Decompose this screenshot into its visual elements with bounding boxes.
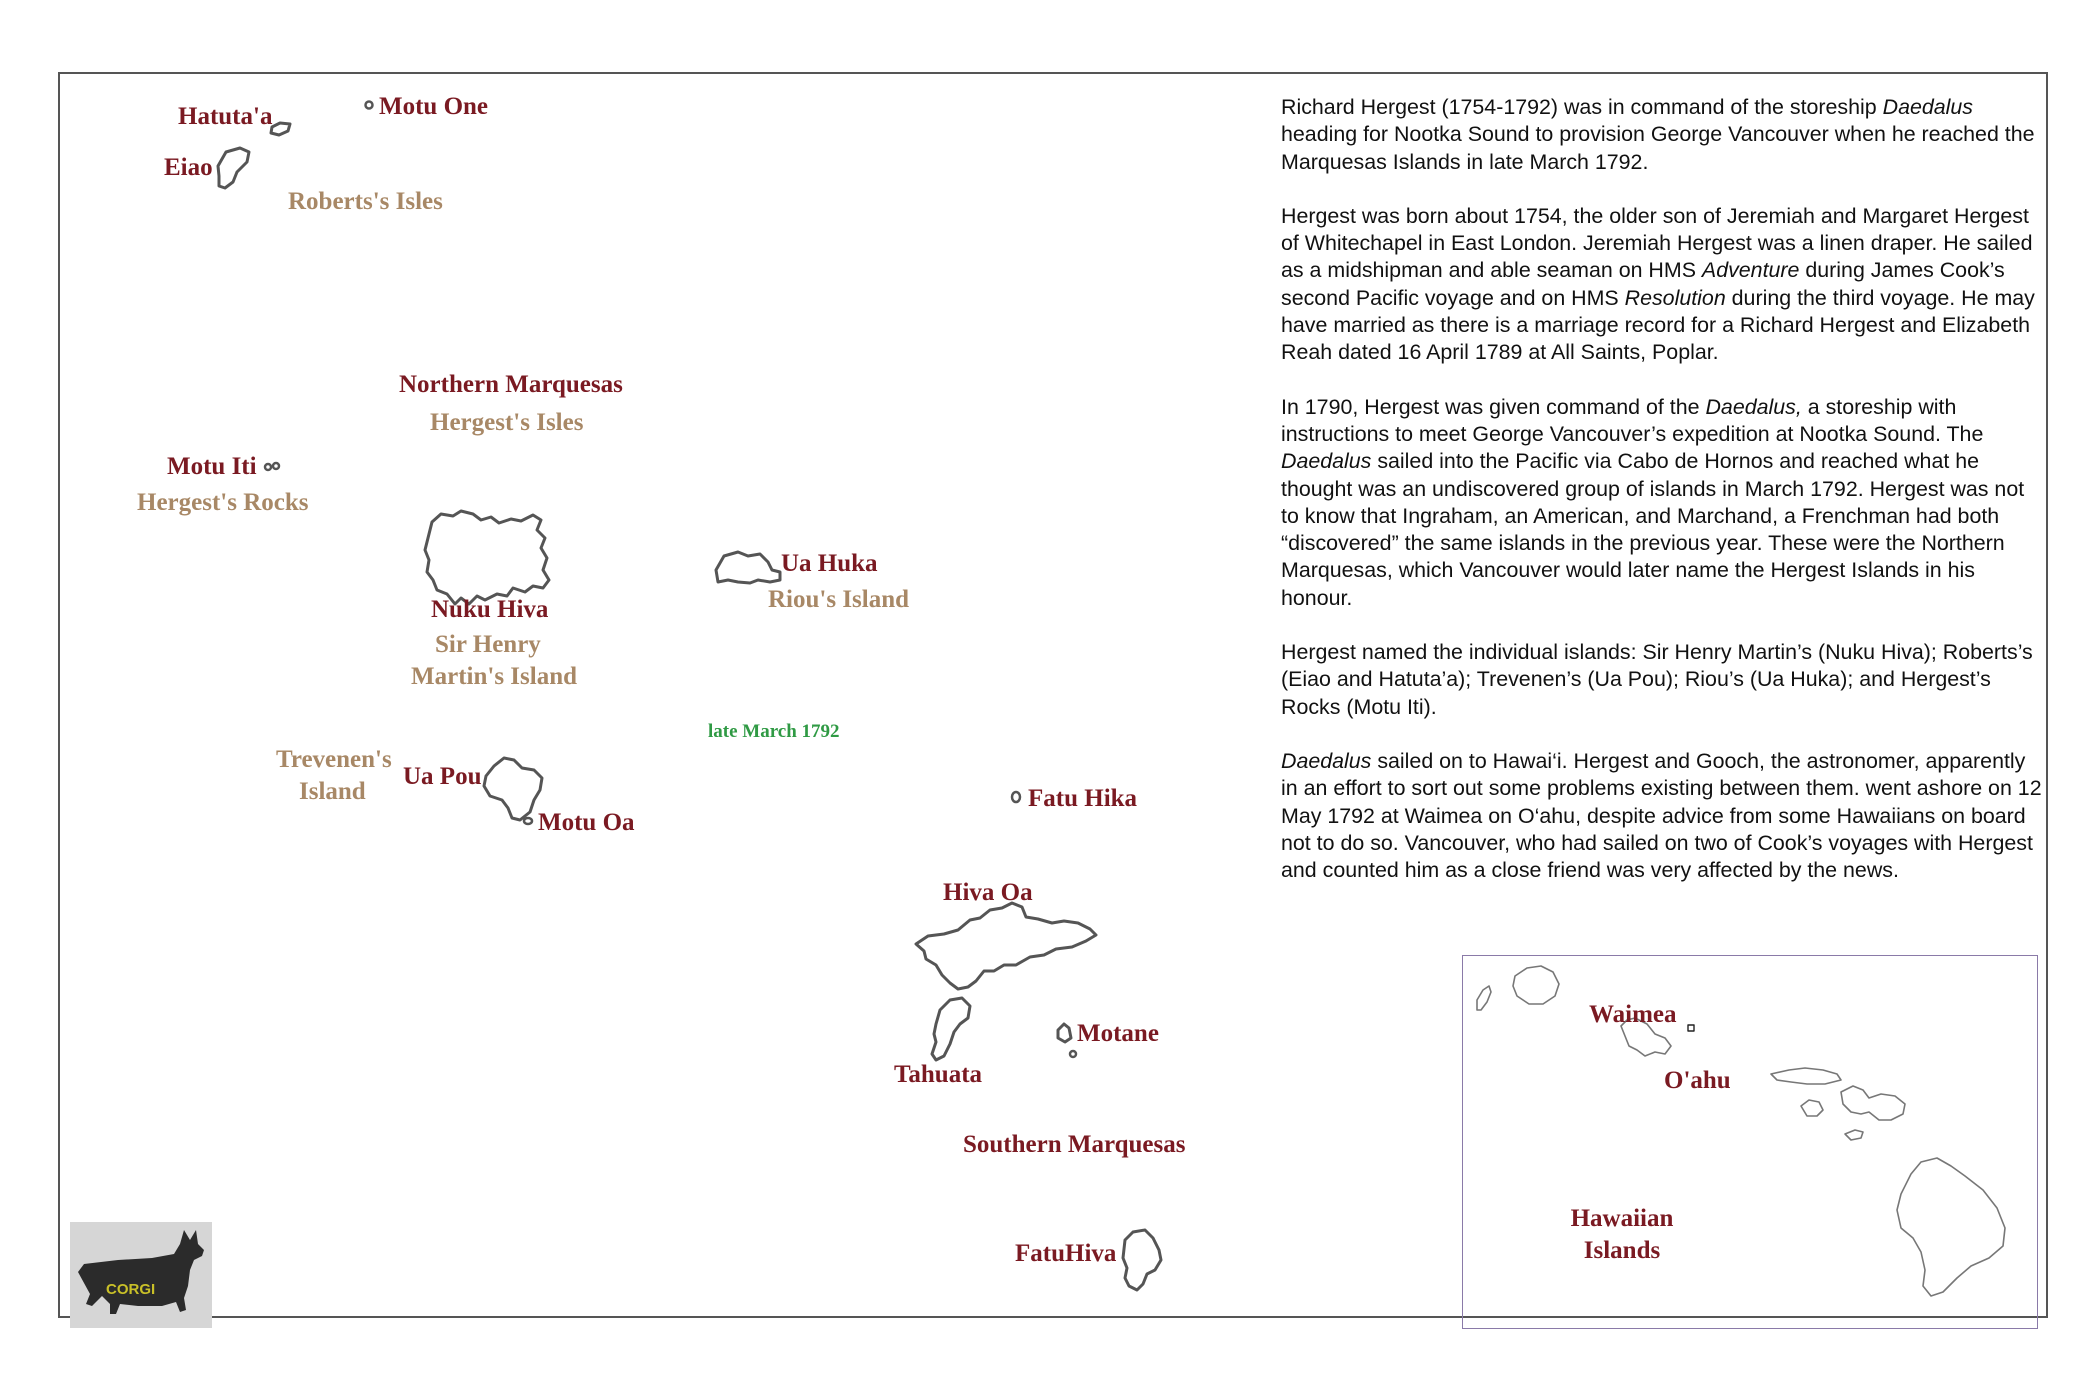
corgi-dog-icon (70, 1222, 212, 1328)
label-northern-marquesas: Northern Marquesas (399, 371, 623, 398)
island-kahoolawe (1845, 1130, 1863, 1140)
label-motu-oa: Motu Oa (538, 809, 635, 836)
label-hatutaa: Hatuta'a (178, 103, 273, 130)
label-late-march-1792: late March 1792 (708, 721, 840, 742)
island-hiva-oa (916, 903, 1096, 989)
label-southern-marquesas: Southern Marquesas (963, 1131, 1186, 1158)
label-hergests-isles: Hergest's Isles (430, 409, 584, 436)
label-motu-iti: Motu Iti (167, 453, 257, 480)
island-hatutaa (271, 123, 290, 135)
island-motu-one (366, 102, 373, 109)
waimea-marker (1688, 1025, 1694, 1031)
island-fatu-hika (1012, 792, 1020, 802)
label-trevenens-2: Island (299, 778, 366, 805)
label-motu-one: Motu One (379, 93, 489, 120)
island-motane-islet (1070, 1051, 1076, 1057)
label-oahu: O'ahu (1664, 1067, 1731, 1094)
island-fatuhiva (1123, 1230, 1161, 1290)
label-ua-pou: Ua Pou (403, 763, 482, 790)
paragraph-2: Hergest was born about 1754, the older son of Jeremiah and Margaret Hergest of Whitechapel in East London. Jeremiah Hergest was a linen draper. He sailed as a midshipman and able seaman on HMS Adventure during James Cook’s second Pacific voyage and on HMS Resolution during the third voyage. He may have married as there is a marriage record for a Richard Hergest and Elizabeth Reah dated 16 April 1789 at All Saints, Poplar. (1281, 203, 2035, 365)
island-maui (1841, 1086, 1905, 1120)
corgi-logo (70, 1222, 212, 1328)
label-fatuhiva: FatuHiva (1015, 1240, 1117, 1267)
label-hiva-oa: Hiva Oa (943, 879, 1033, 906)
text-panel (1281, 94, 2047, 911)
island-motu-oa (524, 818, 532, 824)
label-trevenens-1: Trevenen's (276, 746, 392, 773)
label-sir-henry-1: Sir Henry (435, 631, 541, 658)
paragraph-1: Richard Hergest (1754-1792) was in command of the storeship Daedalus heading for Nootka Sound to provision George Vancouver when he reached the Marquesas Islands in late March 1792. (1281, 95, 2035, 174)
island-motane (1058, 1024, 1071, 1042)
paragraph-4: Hergest named the individual islands: Sir Henry Martin’s (Nuku Hiva); Roberts’s (Eiao and Hatuta’a); Trevenen’s (Ua Pou); Riou’s (Ua Huka); and Hergest’s Rocks (Motu Iti). (1281, 640, 2033, 719)
corgi-logo-text: CORGI (106, 1281, 156, 1298)
label-hawaiian: Hawaiian (1570, 1205, 1674, 1232)
island-motu-iti-b (273, 463, 279, 469)
island-ua-pou (484, 758, 542, 820)
island-ua-huka (716, 552, 780, 583)
label-nuku-hiva: Nuku Hiva (431, 596, 549, 623)
island-niihau (1477, 986, 1491, 1010)
island-nuku-hiva (425, 511, 549, 604)
island-eiao (218, 148, 249, 188)
island-kauai (1513, 966, 1559, 1004)
paragraph-3: In 1790, Hergest was given command of the Daedalus, a storeship with instructions to meet George Vancouver’s expedition at Nootka Sound. The Daedalus sailed into the Pacific via Cabo de Hornos and reached what he thought was an undiscovered group of islands in March 1792. Hergest was not to know that Ingraham, an American, and Marchand, a Frenchman had both “discovered” the same islands in the previous year. These were the Northern Marquesas, which Vancouver would later name the Hergest Islands in his honour. (1281, 394, 2025, 610)
label-hergests-rocks: Hergest's Rocks (137, 489, 309, 516)
label-motane: Motane (1077, 1020, 1159, 1047)
island-hawaii (1897, 1158, 2005, 1296)
label-sir-henry-2: Martin's Island (411, 663, 578, 690)
hawaii-inset-map (1462, 955, 2038, 1329)
paragraph-5: Daedalus sailed on to Hawai‘i. Hergest and Gooch, the astronomer, apparently in an effort to sort out some problems existing between them. went ashore on 12 May 1792 at Waimea on O‘ahu, despite advice from some Hawaiians on board not to do so. Vancouver, who had sailed on two of Cook’s voyages with Hergest and counted him as a close friend was very affected by the news. (1281, 748, 2042, 883)
label-waimea: Waimea (1589, 1001, 1677, 1028)
label-tahuata: Tahuata (894, 1061, 983, 1088)
label-eiao: Eiao (164, 154, 213, 181)
label-islands: Islands (1583, 1237, 1661, 1264)
label-roberts-isles: Roberts's Isles (288, 188, 443, 215)
label-ua-huka: Ua Huka (781, 550, 878, 577)
island-motu-iti-a (265, 464, 271, 470)
label-fatu-hika: Fatu Hika (1028, 785, 1138, 812)
hawaii-inset-outlines (1463, 956, 2039, 1330)
island-tahuata (932, 998, 970, 1060)
island-molokai (1771, 1068, 1841, 1084)
island-lanai (1801, 1100, 1823, 1116)
label-rious-island: Riou's Island (768, 586, 910, 613)
